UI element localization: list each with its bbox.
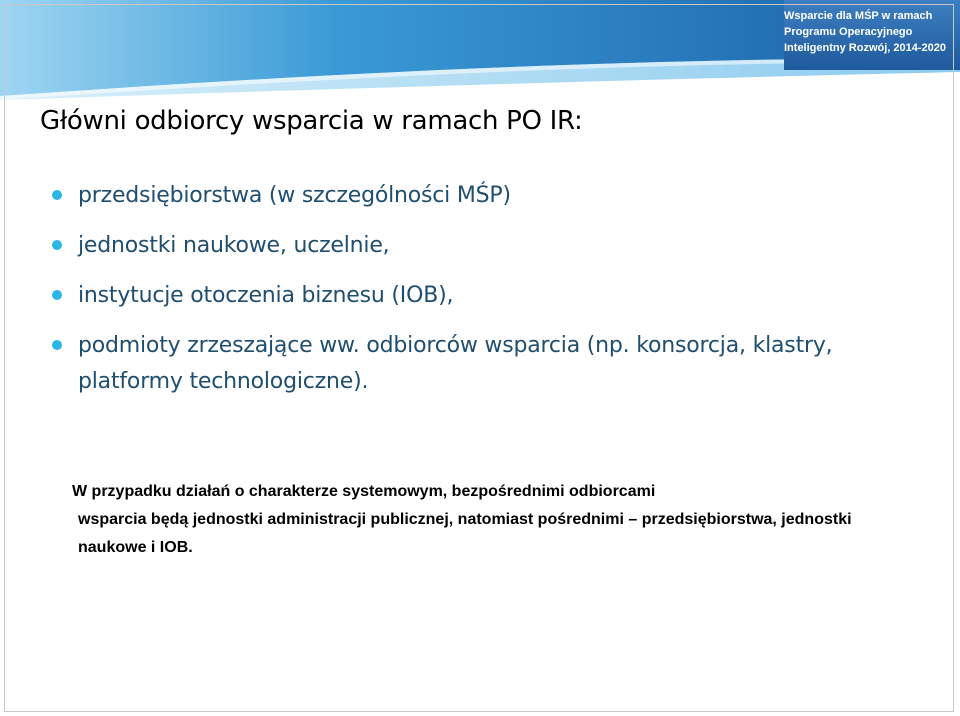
list-item — [50, 178, 930, 214]
bullet-dot-icon — [52, 190, 62, 200]
list-item — [50, 328, 930, 400]
note-paragraph — [72, 478, 872, 562]
banner-line-1: Wsparcie dla MŚP w ramach — [784, 10, 933, 22]
list-item-text: podmioty zrzeszające ww. odbiorców wsparcia (np. konsorcja, klastry, platformy technologiczne). — [78, 333, 833, 394]
bullet-dot-icon — [52, 290, 62, 300]
note-rest: wsparcia będą jednostki administracji publicznej, natomiast pośrednimi – przedsiębiorstwa, jednostki naukowe i IOB. — [78, 511, 852, 556]
list-item-text: jednostki naukowe, uczelnie, — [78, 233, 390, 258]
banner-line-2: Programu Operacyjnego — [784, 26, 913, 38]
list-item — [50, 278, 930, 314]
list-item-text: instytucje otoczenia biznesu (IOB), — [78, 283, 454, 308]
note-first-line: W przypadku działań o charakterze systemowym, bezpośrednimi odbiorcami — [72, 483, 656, 500]
page-title: Główni odbiorcy wsparcia w ramach PO IR: — [40, 106, 583, 136]
list-item-text: przedsiębiorstwa (w szczególności MŚP) — [78, 183, 511, 208]
recipients-list — [50, 178, 930, 414]
bullet-dot-icon — [52, 240, 62, 250]
program-banner — [784, 8, 954, 56]
bullet-dot-icon — [52, 340, 62, 350]
banner-line-3: Inteligentny Rozwój, 2014-2020 — [784, 42, 946, 54]
list-item — [50, 228, 930, 264]
